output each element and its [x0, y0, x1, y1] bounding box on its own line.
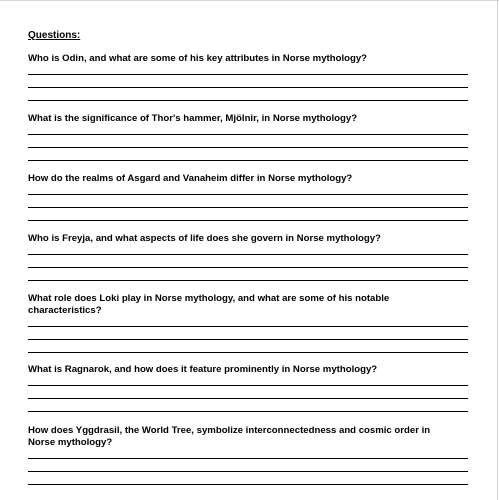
- answer-line-5b[interactable]: [28, 339, 468, 340]
- answer-line-2b[interactable]: [28, 147, 468, 148]
- answer-line-6c[interactable]: [28, 411, 468, 412]
- question-6: What is Ragnarok, and how does it feature prominently in Norse mythology?: [28, 364, 378, 375]
- answer-line-7b[interactable]: [28, 471, 468, 472]
- answer-line-2a[interactable]: [28, 134, 468, 135]
- answer-line-1c[interactable]: [28, 100, 468, 101]
- answer-line-6b[interactable]: [28, 398, 468, 399]
- answer-line-2c[interactable]: [28, 160, 468, 161]
- question-3: How do the realms of Asgard and Vanaheim differ in Norse mythology?: [28, 173, 353, 184]
- answer-line-5c[interactable]: [28, 352, 468, 353]
- answer-line-4c[interactable]: [28, 280, 468, 281]
- question-7: How does Yggdrasil, the World Tree, symbolize interconnectedness and cosmic order in Norse mythology?: [28, 425, 431, 448]
- answer-line-1a[interactable]: [28, 74, 468, 75]
- answer-line-3a[interactable]: [28, 194, 468, 195]
- answer-line-7c[interactable]: [28, 484, 468, 485]
- answer-line-6a[interactable]: [28, 385, 468, 386]
- questions-heading: Questions:: [28, 30, 81, 41]
- page-right-edge: [497, 0, 498, 500]
- answer-line-1b[interactable]: [28, 87, 468, 88]
- answer-line-5a[interactable]: [28, 326, 468, 327]
- question-4: Who is Freyja, and what aspects of life does she govern in Norse mythology?: [28, 233, 381, 244]
- page-top-edge: [0, 0, 499, 1]
- question-2: What is the significance of Thor's hammer, Mjölnir, in Norse mythology?: [28, 113, 358, 124]
- question-1: Who is Odin, and what are some of his key attributes in Norse mythology?: [28, 53, 368, 64]
- answer-line-4b[interactable]: [28, 267, 468, 268]
- answer-line-7a[interactable]: [28, 458, 468, 459]
- answer-line-3b[interactable]: [28, 207, 468, 208]
- answer-line-4a[interactable]: [28, 254, 468, 255]
- answer-line-3c[interactable]: [28, 220, 468, 221]
- question-5: What role does Loki play in Norse mythology, and what are some of his notable characteristics?: [28, 293, 390, 316]
